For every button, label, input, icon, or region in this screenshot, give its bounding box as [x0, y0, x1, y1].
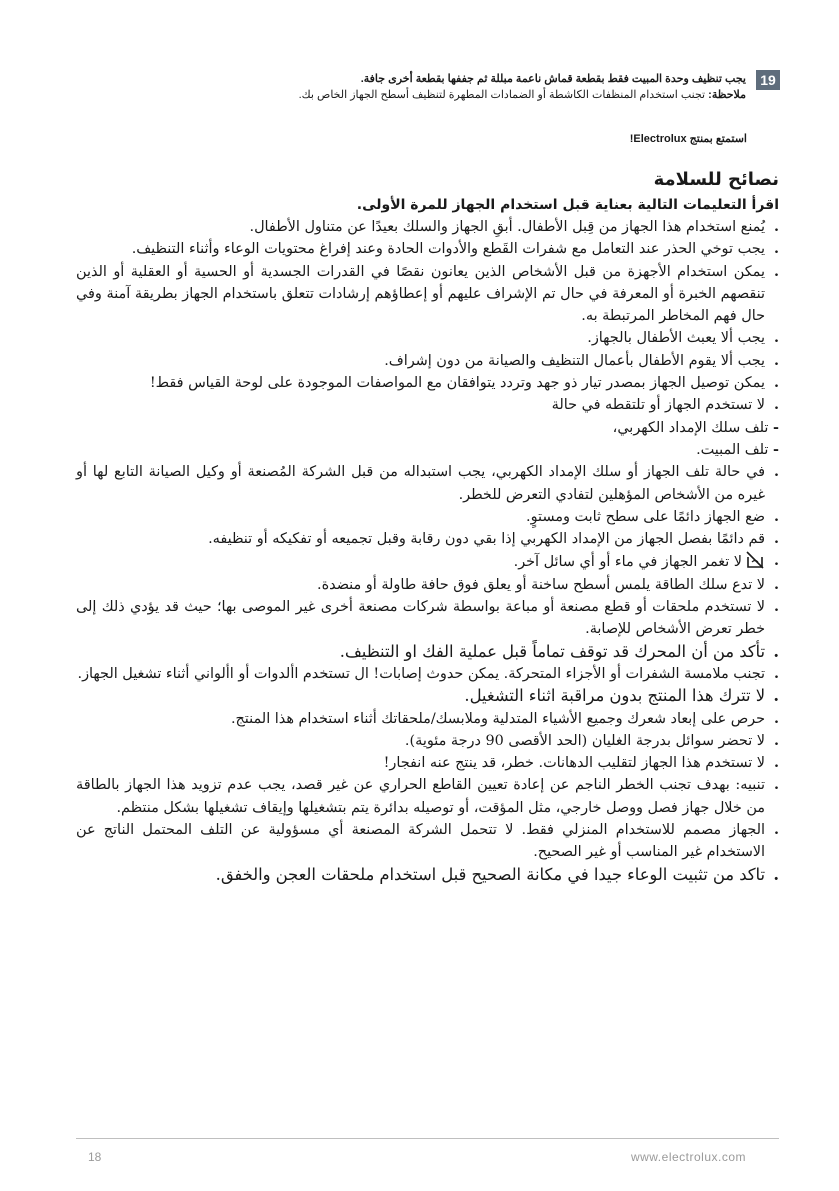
list-item: . في حالة تلف الجهاز أو سلك الإمداد الكهربي، يجب استبداله من قبل الشركة المُصنعة أو وكيل الصيانة التابع لها أو غيره من الأشخاص المؤهلين لتفادي التعرض للخطر. [76, 461, 779, 506]
list-item: . يُمنع استخدام هذا الجهاز من قِبل الأطفال. أبقِ الجهاز والسلك بعيدًا عن متناول الأطفال. [76, 216, 779, 238]
list-item: . لا تستخدم ملحقات أو قطع مصنعة أو مباعة بواسطة شركات مصنعة أخرى غير الموصى بها؛ حيث قد يؤدي ذلك إلى خطر تعرض الأشخاص للإصابة. [76, 596, 779, 641]
list-item: . ضع الجهاز دائمًا على سطح ثابت ومستوٍ. [76, 506, 779, 528]
list-item: . الجهاز مصمم للاستخدام المنزلي فقط. لا تتحمل الشركة المصنعة أي مسؤولية عن التلف المحتمل الناتج عن الاستخدام غير المناسب أو غير الصحيح. [76, 819, 779, 864]
sub-item: - تلف المبيت. [696, 440, 779, 458]
no-immerse-icon [745, 550, 765, 570]
step-text: يجب تنظيف وحدة المبيت فقط بقطعة قماش ناعمة مبللة ثم جففها بقطعة أخرى جافة. [360, 73, 746, 85]
page-number: 18 [88, 1150, 102, 1164]
website-url: www.electrolux.com [630, 1150, 746, 1164]
note-label: ملاحظة: [708, 89, 746, 101]
safety-title: نصائح للسلامة [653, 169, 779, 190]
sub-item: - تلف سلك الإمداد الكهربي، [612, 418, 779, 436]
list-item: . يجب ألا يقوم الأطفال بأعمال التنظيف والصيانة من دون إشراف. [76, 350, 779, 372]
step-number-badge: 19 [756, 70, 780, 90]
list-item: . يجب توخي الحذر عند التعامل مع شفرات القَطع والأدوات الحادة وعند إفراغ محتويات الوعاء وأثناء التنظيف. [76, 238, 779, 260]
list-item: . تنبيه: بهدف تجنب الخطر الناجم عن إعادة تعيين القاطع الحراري عن غير قصد، يجب عدم تزويد هذا الجهاز بالطاقة من خلال جهاز فصل ووصل خارجي، مثل المؤقت، أو توصيله بدائرة يتم بتشغيلها وإيقاف تشغيلها بشكل منتظم. [76, 774, 779, 819]
list-item-no-immerse [76, 550, 779, 573]
cleaning-note [186, 88, 746, 103]
sub-item-text: تلف المبيت. [696, 441, 769, 458]
list-item: . لا تستخدم هذا الجهاز لتقليب الدهانات. خطر، قد ينتج عنه انفجار! [76, 752, 779, 774]
list-item: . حرص على إبعاد شعرك وجميع الأشياء المتدلية وملابسك/ملحقاتك أثناء استخدام هذا المنتج. [76, 708, 779, 730]
sub-item-text: تلف سلك الإمداد الكهربي، [612, 419, 769, 436]
list-item: . لا تترك هذا المنتج بدون مراقبة اثناء التشغيل. [76, 685, 779, 707]
safety-intro: اقرأ التعليمات التالية بعناية قبل استخدام الجهاز للمرة الأولى. [356, 197, 779, 213]
list-item: . يجب ألا يعبث الأطفال بالجهاز. [76, 327, 779, 349]
safety-list [76, 216, 779, 886]
list-item: . يمكن توصيل الجهاز بمصدر تيار ذو جهد وتردد يتوافقان مع المواصفات الموجودة على لوحة القياس فقط! [76, 372, 779, 394]
list-item: . يمكن استخدام الأجهزة من قبل الأشخاص الذين يعانون نقصًا في القدرات الجسدية أو الحسية أو العقلية أو الذين تنقصهم الخبرة أو المعرفة في حال تم الإشراف عليهم أو إعطاؤهم إرشادات تتعلق باستخدام الجهاز بطريقة آمنة وفي حال فهم المخاطر المرتبطة به. [76, 261, 779, 328]
no-immerse-text: لا تغمر الجهاز في ماء أو أي سائل آخر. [513, 554, 742, 571]
safety-section [76, 168, 779, 886]
cleaning-step [186, 72, 746, 103]
footer-divider [76, 1138, 779, 1139]
list-item: . لا تحضر سوائل بدرجة الغليان (الحد الأقصى 90 درجة مئوية). [76, 730, 779, 752]
enjoy-product-line: استمتع بمنتج Electrolux! [629, 133, 747, 145]
list-item: . قم دائمًا بفصل الجهاز من الإمداد الكهربي إذا بقي دون رقابة وقبل تجميعه أو تفكيكه أو تنظيفه. [76, 528, 779, 550]
list-item: . لا تستخدم الجهاز أو تلتقطه في حالة [76, 394, 779, 416]
list-item: . تاكد من تثبيت الوعاء جيدا في مكانة الصحيح قبل استخدام ملحقات العجن والخفق. [76, 864, 779, 886]
list-item: . تأكد من أن المحرك قد توقف تماماً قبل عملية الفك او التنظيف. [76, 641, 779, 663]
note-text: تجنب استخدام المنظفات الكاشطة أو الضمادات المطهرة لتنظيف أسطح الجهاز الخاص بك. [298, 89, 709, 101]
list-item: . لا تدع سلك الطاقة يلمس أسطح ساخنة أو يعلق فوق حافة طاولة أو منضدة. [76, 574, 779, 596]
list-item: . تجنب ملامسة الشفرات أو الأجزاء المتحركة. يمكن حدوث إصابات! ال تستخدم األدوات أو األواني أثناء تشغيل الجهاز. [76, 663, 779, 685]
